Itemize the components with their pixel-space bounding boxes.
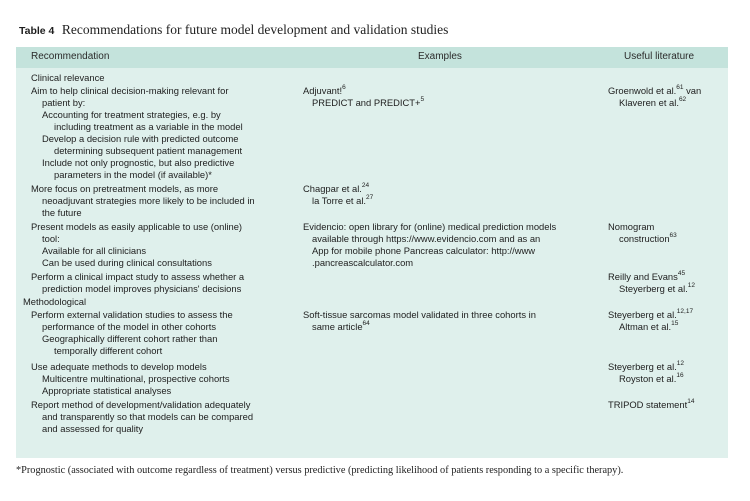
literature-line: TRIPOD statement$^{14}$ [608, 397, 695, 410]
literature-line: Steyerberg et al.$^{12}$ [608, 359, 685, 372]
literature-line: Groenwold et al.$^{61}$ van [608, 83, 702, 96]
table-caption [19, 22, 448, 38]
table-footnote: *Prognostic (associated with outcome regardless of treatment) versus predictive (predicting likelihood of patients responding to a specific therapy). [16, 465, 624, 476]
recommendation-line: tool: [42, 233, 60, 244]
recommendation-line: Accounting for treatment strategies, e.g. by [42, 109, 221, 120]
recommendation-line: prediction model improves physicians' decisions [42, 283, 242, 294]
literature-line: Steyerberg et al.$^{12}$ [619, 281, 696, 294]
recommendation-line: determining subsequent patient management [54, 145, 243, 156]
table-label: Table 4 [19, 25, 55, 37]
recommendation-line: temporally different cohort [54, 345, 163, 356]
recommendation-line: Aim to help clinical decision-making relevant for [31, 85, 229, 96]
literature-line: construction$^{63}$ [619, 231, 677, 244]
recommendation-line: the future [42, 207, 82, 218]
example-line: Soft-tissue sarcomas model validated in three cohorts in [303, 309, 536, 320]
recommendation-line: patient by: [42, 97, 86, 108]
recommendation-line: Perform external validation studies to assess the [31, 309, 233, 320]
recommendation-line: Geographically different cohort rather than [42, 333, 218, 344]
header-examples: Examples [418, 51, 462, 62]
recommendation-line: Appropriate statistical analyses [42, 385, 172, 396]
example-line: Chagpar et al.$^{24}$ [303, 181, 370, 194]
example-line: available through https://www.evidencio.com and as an [312, 233, 541, 244]
table-header-row [16, 47, 728, 68]
table-title: Recommendations for future model development and validation studies [61, 22, 449, 37]
section-heading: Methodological [23, 296, 87, 307]
recommendation-line: Multicentre multinational, prospective cohorts [42, 373, 230, 384]
recommendation-line: and assessed for quality [42, 423, 144, 434]
literature-line: Nomogram [608, 221, 655, 232]
literature-line: Steyerberg et al.$^{12,17}$ [608, 307, 694, 320]
literature-line: Altman et al.$^{15}$ [619, 319, 679, 332]
recommendation-line: Include not only prognostic, but also predictive [42, 157, 235, 168]
example-line: Adjuvant!$^6$ [303, 83, 346, 96]
recommendations-table [16, 47, 728, 458]
recommendation-line: More focus on pretreatment models, as more [31, 183, 219, 194]
recommendation-line: and transparently so that models can be compared [42, 411, 254, 422]
recommendation-line: Can be used during clinical consultations [42, 257, 212, 268]
recommendation-line: including treatment as a variable in the model [54, 121, 243, 132]
example-line: PREDICT and PREDICT+$^5$ [312, 95, 425, 108]
recommendation-line: Report method of development/validation adequately [31, 399, 251, 410]
literature-line: Klaveren et al.$^{62}$ [619, 95, 687, 108]
recommendation-line: performance of the model in other cohorts [42, 321, 217, 332]
header-recommendation: Recommendation [31, 51, 110, 62]
example-line: App for mobile phone Pancreas calculator: http://www [312, 245, 536, 256]
recommendation-line: Present models as easily applicable to use (online) [31, 221, 243, 232]
literature-line: Royston et al.$^{16}$ [619, 371, 684, 384]
recommendation-line: neoadjuvant strategies more likely to be included in [42, 195, 255, 206]
header-useful-literature: Useful literature [624, 51, 695, 62]
recommendation-line: Develop a decision rule with predicted outcome [42, 133, 239, 144]
example-line: Evidencio: open library for (online) medical prediction models [303, 221, 557, 232]
recommendation-line: parameters in the model (if available)* [54, 169, 212, 180]
recommendation-line: Available for all clinicians [42, 245, 147, 256]
example-line: .pancreascalculator.com [312, 257, 414, 268]
recommendation-line: Perform a clinical impact study to assess whether a [31, 271, 245, 282]
literature-line: Reilly and Evans$^{45}$ [608, 269, 686, 282]
example-line: la Torre et al.$^{27}$ [312, 193, 374, 206]
section-heading: Clinical relevance [31, 72, 105, 83]
example-line: same article$^{64}$ [312, 319, 370, 332]
recommendation-line: Use adequate methods to develop models [31, 361, 207, 372]
